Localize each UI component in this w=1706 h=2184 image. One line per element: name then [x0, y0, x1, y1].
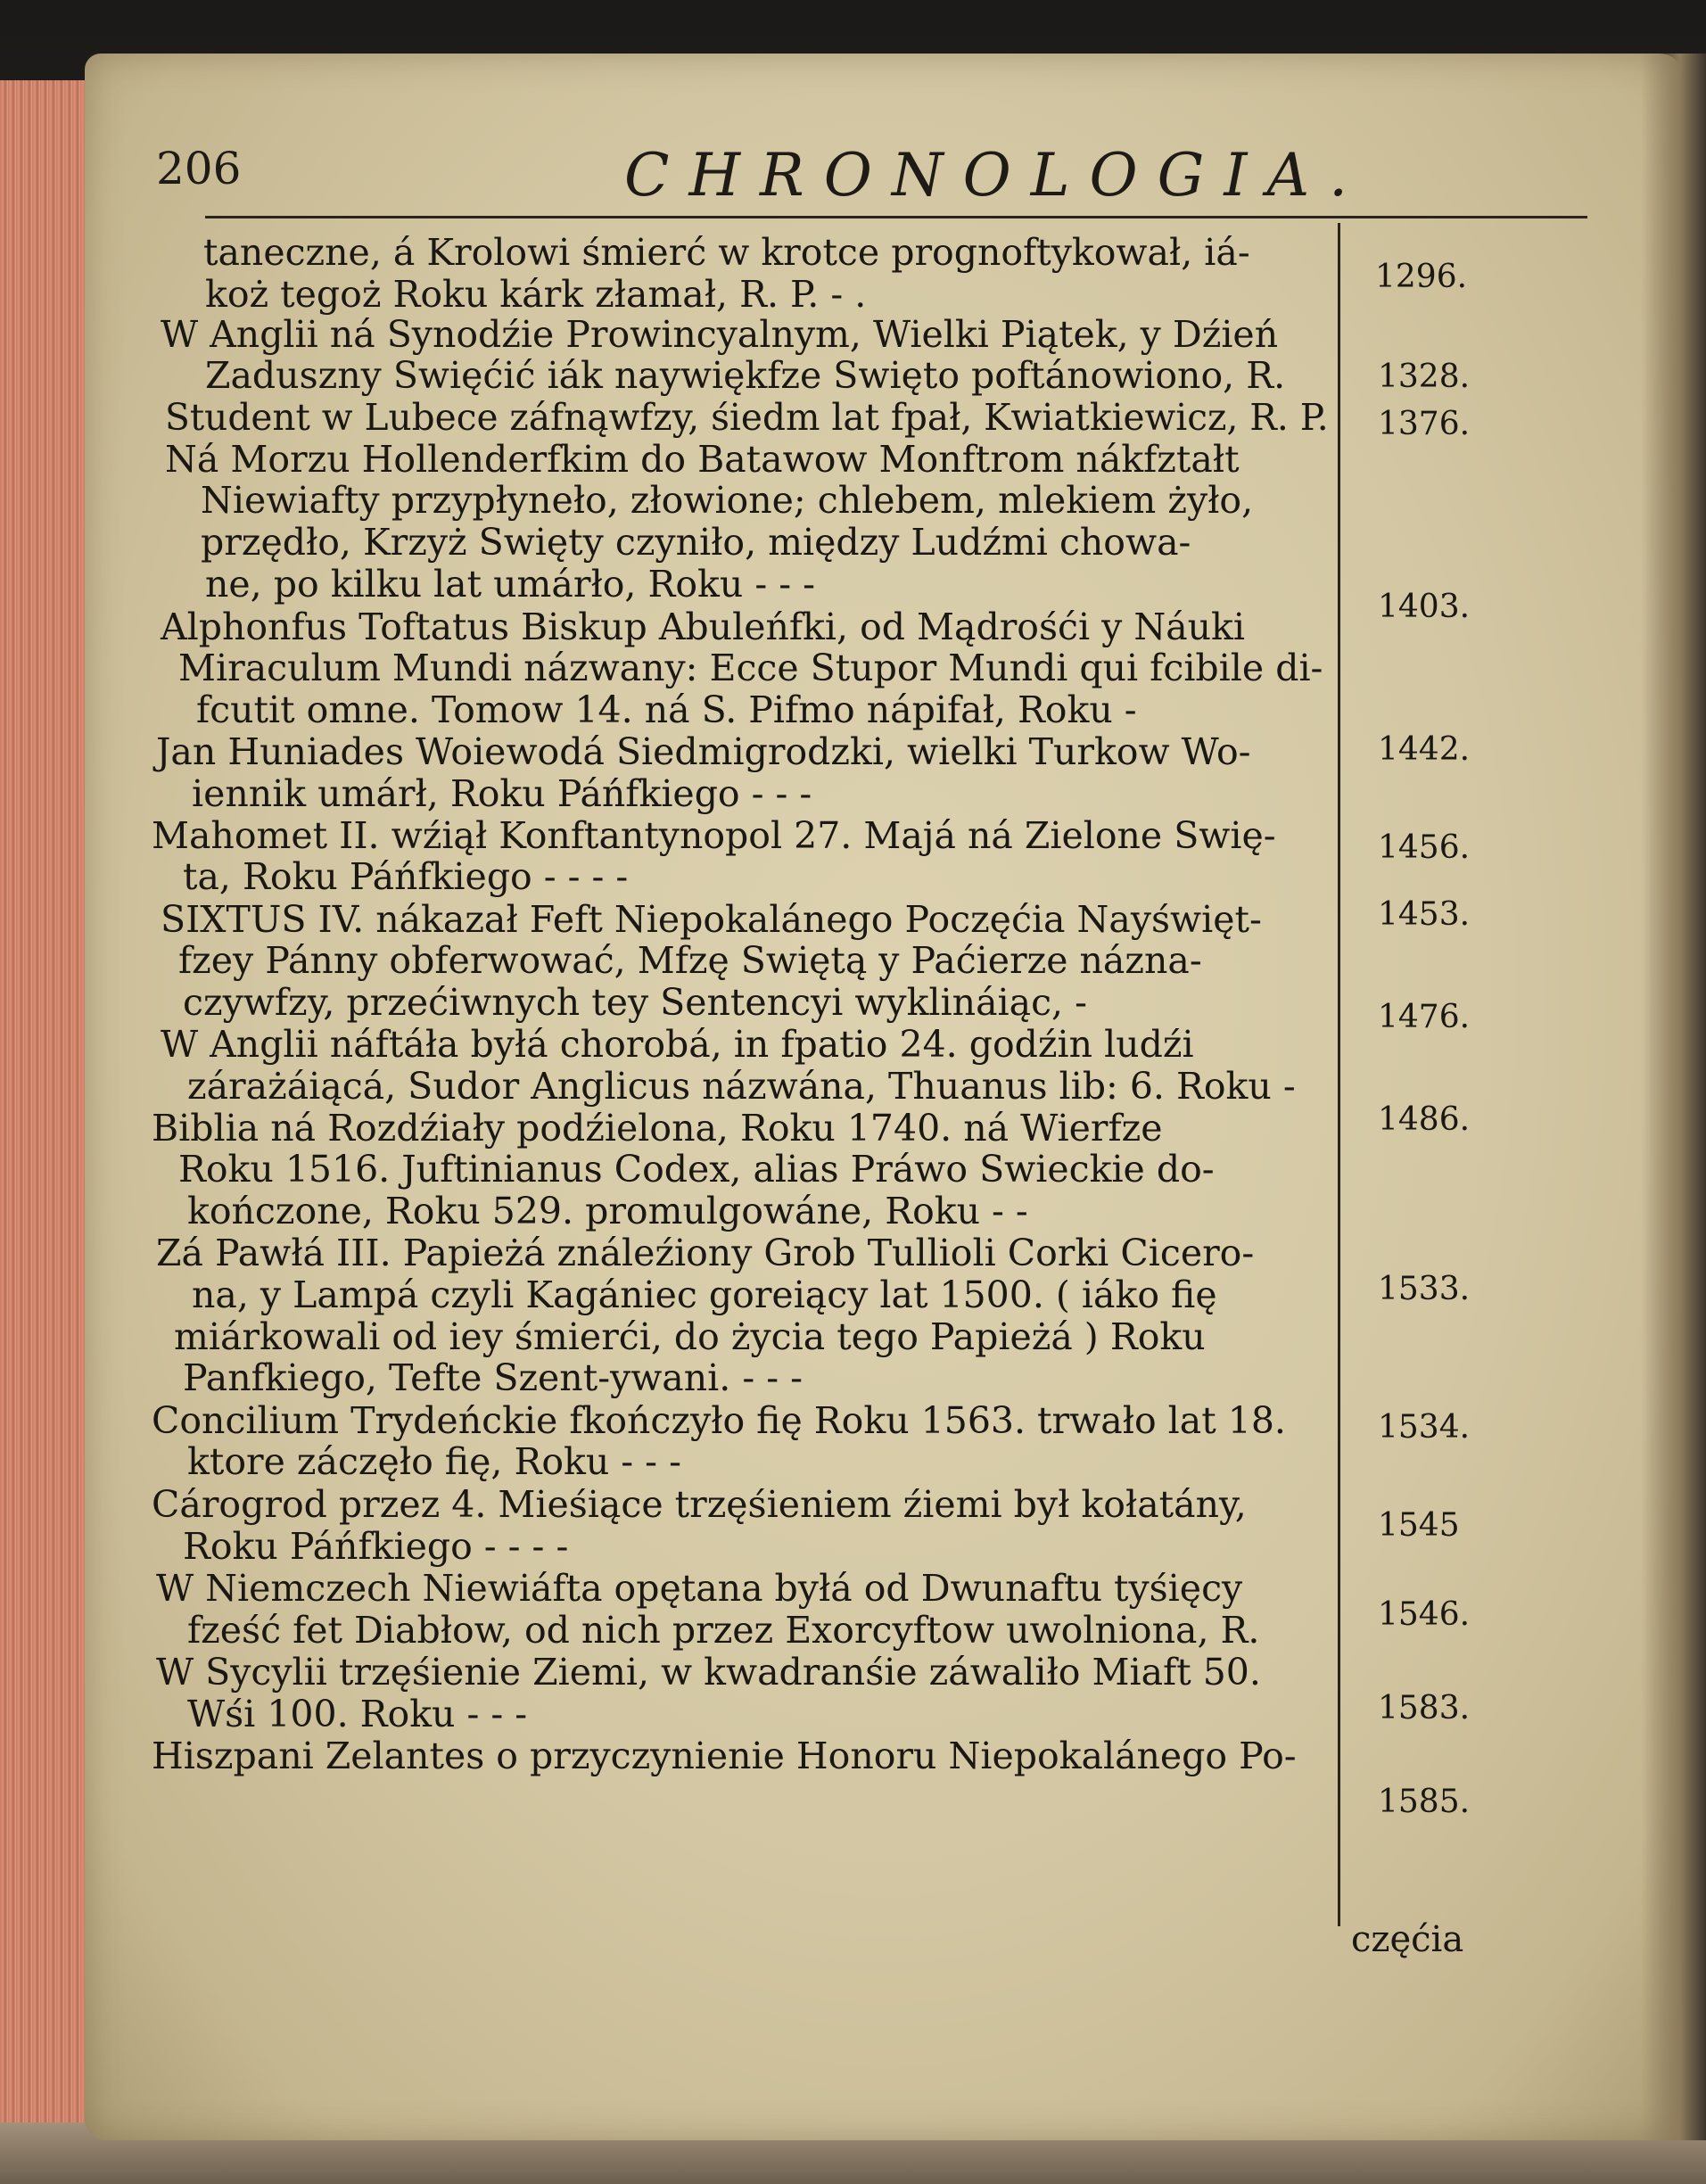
- entry-year: 1545: [1378, 1507, 1460, 1544]
- entry-line: Biblia ná Rozdźiały podźielona, Roku 1740. ná Wierfze: [152, 1107, 1163, 1150]
- entry-line: Niewiafty przypłyneło, złowione; chlebem, mlekiem żyło,: [201, 479, 1254, 522]
- entry-year: 1476.: [1378, 999, 1471, 1035]
- entry-line: W Sycylii trzęśienie Ziemi, w kwadranśie záwaliło Miaft 50.: [156, 1651, 1261, 1694]
- entry-year: 1442.: [1378, 731, 1471, 768]
- entry-line: Mahomet II. wźiął Konftantynopol 27. Majá ná Zielone Swię-: [152, 814, 1276, 857]
- entry-line: Cárogrod przez 4. Mieśiące trzęśieniem źiemi był kołatány,: [152, 1483, 1247, 1526]
- entry-line: W Niemczech Niewiáfta opętana byłá od Dwunaftu tyśięcy: [156, 1567, 1243, 1610]
- entry-year: 1453.: [1378, 896, 1471, 933]
- entry-line: Ná Morzu Hollenderfkim do Batawow Monftrom nákfztałt: [165, 438, 1240, 481]
- entry-line: taneczne, á Krolowi śmierć w krotce prognoftykował, iá-: [203, 231, 1250, 274]
- entry-year: 1376.: [1378, 406, 1471, 442]
- entry-line: miárkowali od iey śmierći, do życia tego Papieżá ) Roku: [174, 1315, 1206, 1358]
- catchword: częćia: [1351, 1919, 1464, 1960]
- entry-line: ta, Roku Páńfkiego - - - -: [183, 855, 629, 898]
- entry-line: Miraculum Mundi názwany: Ecce Stupor Mundi qui fcibile di-: [178, 647, 1323, 689]
- entry-line: ktore záczęło fię, Roku - - -: [187, 1440, 681, 1483]
- entry-year: 1546.: [1378, 1596, 1471, 1633]
- entry-line: przędło, Krzyż Swięty czyniło, między Ludźmi chowa-: [201, 521, 1191, 564]
- entry-line: kończone, Roku 529. promulgowáne, Roku - -: [187, 1190, 1028, 1232]
- entry-year: 1585.: [1378, 1784, 1471, 1820]
- page-number: 206: [156, 143, 242, 194]
- entry-year: 1486.: [1378, 1101, 1471, 1138]
- entry-year: 1328.: [1378, 359, 1471, 395]
- entry-line: Zaduszny Swięćić iák naywiękfze Swięto poftánowiono, R.: [205, 354, 1286, 397]
- entry-line: Alphonfus Toftatus Biskup Abuleńfki, od Mądrośći y Náuki: [161, 606, 1246, 648]
- entry-line: Hiszpani Zelantes o przyczynienie Honoru Niepokalánego Po-: [152, 1735, 1297, 1777]
- entry-year: 1403.: [1378, 589, 1471, 625]
- entry-line: Roku 1516. Juftinianus Codex, alias Práwo Swieckie do-: [178, 1148, 1215, 1191]
- entry-year: 1296.: [1375, 259, 1468, 295]
- entry-line: Panfkiego, Tefte Szent-ywani. - - -: [183, 1356, 803, 1399]
- entry-line: Student w Lubece záfnąwfzy, śiedm lat fpał, Kwiatkiewicz, R. P.: [165, 396, 1329, 439]
- entry-year: 1533.: [1378, 1271, 1471, 1307]
- entry-year: 1583.: [1378, 1690, 1471, 1727]
- entry-line: fcutit omne. Tomow 14. ná S. Pifmo nápifał, Roku -: [196, 688, 1137, 731]
- entry-line: Roku Páńfkiego - - - -: [183, 1525, 569, 1568]
- entry-year: 1456.: [1378, 829, 1471, 866]
- entry-line: koż tegoż Roku kárk złamał, R. P. - .: [205, 273, 867, 316]
- entry-line: fzey Pánny obferwować, Mfzę Swiętą y Paćierze názna-: [178, 939, 1202, 982]
- entry-line: ne, po kilku lat umárło, Roku - - -: [205, 563, 815, 606]
- entry-line: Jan Huniades Woiewodá Siedmigrodzki, wielki Turkow Wo-: [156, 730, 1251, 773]
- entry-line: Wśi 100. Roku - - -: [187, 1693, 528, 1735]
- entry-line: SIXTUS IV. nákazał Feft Niepokalánego Poczęćia Nayświęt-: [161, 898, 1262, 941]
- entry-line: zárażáiącá, Sudor Anglicus názwána, Thuanus lib: 6. Roku -: [187, 1065, 1296, 1108]
- entry-year: 1534.: [1378, 1409, 1471, 1446]
- entry-line: na, y Lampá czyli Kagániec goreiący lat 1500. ( iáko fię: [192, 1273, 1217, 1316]
- entry-line: W Anglii ná Synodźie Prowincyalnym, Wielki Piątek, y Dźień: [161, 313, 1279, 356]
- entry-line: Concilium Trydeńckie fkończyło fię Roku 1563. trwało lat 18.: [152, 1399, 1286, 1442]
- entry-line: Zá Pawłá III. Papieżá ználeźiony Grob Tullioli Corki Cicero-: [156, 1232, 1255, 1274]
- entry-line: czywfzy, przećiwnych tey Sentencyi wyklináiąc, -: [183, 981, 1087, 1024]
- running-title: CHRONOLOGIA.: [624, 141, 1368, 210]
- entry-line: fześć fet Diabłow, od nich przez Exorcyftow uwolniona, R.: [187, 1609, 1260, 1652]
- entry-line: W Anglii náftáła byłá chorobá, in fpatio 24. godźin ludźi: [161, 1023, 1194, 1066]
- entry-line: iennik umárł, Roku Páńfkiego - - -: [192, 772, 812, 815]
